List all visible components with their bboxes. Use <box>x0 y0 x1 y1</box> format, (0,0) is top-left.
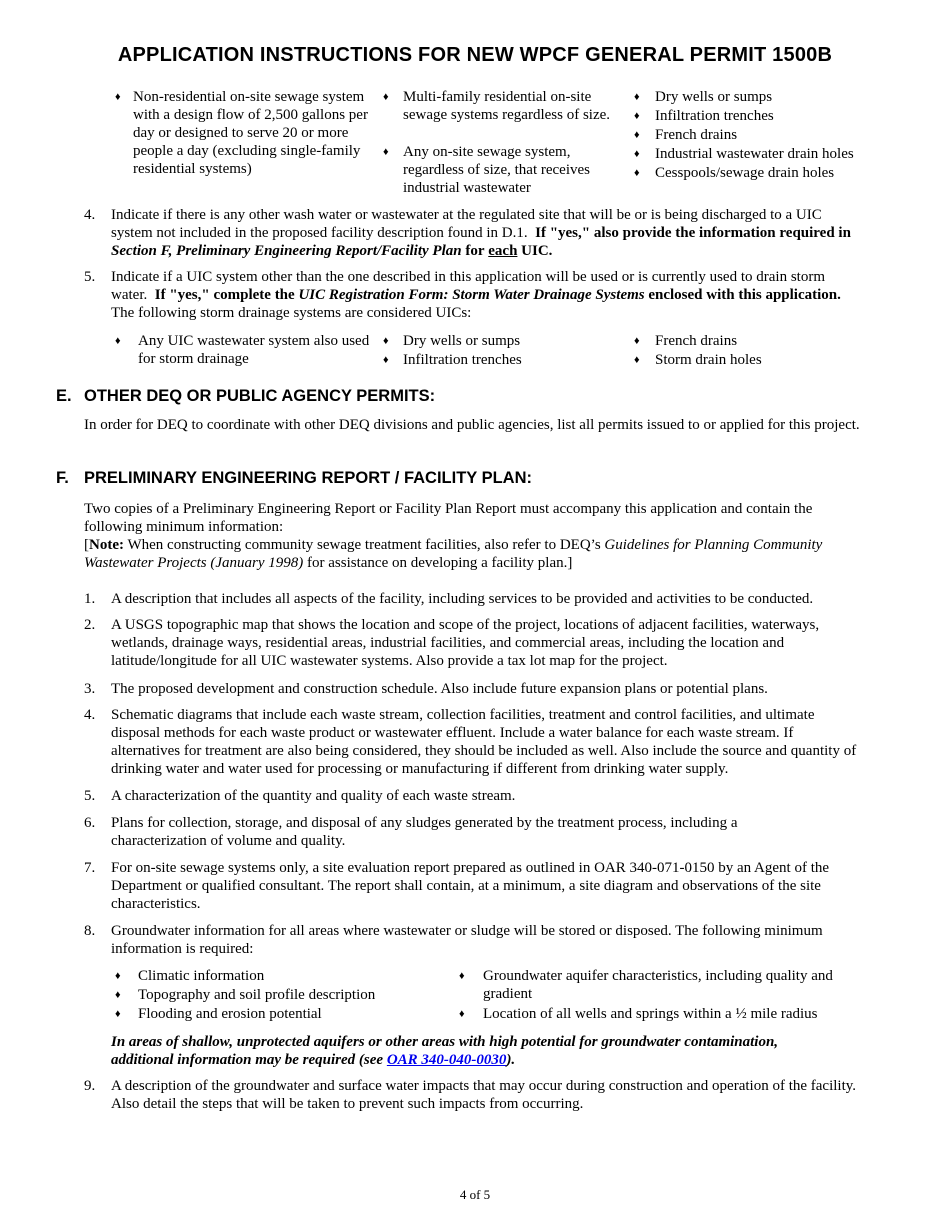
item-number: 8. <box>84 923 96 939</box>
diamond-bullet-icon: ♦ <box>115 1008 121 1020</box>
diamond-bullet-icon: ♦ <box>383 146 389 158</box>
list-item: Multi-family residential on-site sewage systems regardless of size. <box>403 89 611 123</box>
section-f-intro: Two copies of a Preliminary Engineering Report or Facility Plan Report must accompany this application and contain the following minimum information: <box>84 501 813 535</box>
diamond-bullet-icon: ♦ <box>634 335 640 347</box>
instruction-item-4: Indicate if there is any other wash water or wastewater at the regulated site that will be or is being discharged to a UIC system not included in the proposed facility description found in D.1. If "yes," also provide the information required in Section F, Preliminary Engineering Report/Facility Plan for each UIC. <box>111 207 851 259</box>
list-item: Non-residential on-site sewage system with a design flow of 2,500 gallons per day or designed to serve 20 or more people a day (excluding single-family residential systems) <box>133 89 368 177</box>
list-item: Storm drain holes <box>655 352 762 368</box>
diamond-bullet-icon: ♦ <box>115 989 121 1001</box>
list-item: Cesspools/sewage drain holes <box>655 165 835 181</box>
section-e-heading: E. OTHER DEQ OR PUBLIC AGENCY PERMITS: <box>56 387 436 405</box>
facility-plan-item-4: Schematic diagrams that include each waste stream, collection facilities, treatment and control facilities, and ultimate disposal methods for each waste product or wastewater effluent. Include a water balance for each waste stream. If alternatives for treatment are also being considered, they should be included as well. Also include the source and quantity of drinking water and water used for processing or manufacturing if different from drinking water supply. <box>111 707 857 777</box>
diamond-bullet-icon: ♦ <box>115 91 121 103</box>
list-item: Infiltration trenches <box>655 108 774 124</box>
diamond-bullet-icon: ♦ <box>634 110 640 122</box>
diamond-bullet-icon: ♦ <box>383 354 389 366</box>
item-number: 7. <box>84 860 96 876</box>
diamond-bullet-icon: ♦ <box>115 970 121 982</box>
section-f-note: [Note: When constructing community sewage treatment facilities, also refer to DEQ’s Guidelines for Planning Community Wastewater Projects (January 1998) for assistance on developing a facility plan.] <box>84 537 823 571</box>
diamond-bullet-icon: ♦ <box>383 335 389 347</box>
diamond-bullet-icon: ♦ <box>459 970 465 982</box>
list-item: Climatic information <box>138 968 265 984</box>
list-item: Any UIC wastewater system also used for storm drainage <box>138 333 370 367</box>
list-item: French drains <box>655 333 738 349</box>
item-number: 3. <box>84 681 96 697</box>
list-item: Groundwater aquifer characteristics, including quality and gradient <box>483 968 833 1002</box>
item-number: 1. <box>84 591 96 607</box>
page-number: 4 of 5 <box>459 1187 491 1202</box>
item-number: 4. <box>84 707 96 723</box>
diamond-bullet-icon: ♦ <box>634 91 640 103</box>
list-item: Topography and soil profile description <box>138 987 376 1003</box>
oar-link[interactable]: OAR 340-040-0030 <box>386 1052 507 1068</box>
list-item: Any on-site sewage system, regardless of size, that receives industrial wastewater <box>403 144 590 196</box>
section-e-body: In order for DEQ to coordinate with other DEQ divisions and public agencies, list all permits issued to or applied for this project. <box>84 417 860 433</box>
list-item: Infiltration trenches <box>403 352 522 368</box>
instruction-item-5: Indicate if a UIC system other than the one described in this application will be used or is currently used to drain storm water. If "yes," complete the UIC Registration Form: Storm Water Drainage Systems enclosed with this application. The following storm drainage systems are considered UICs: <box>111 269 841 321</box>
list-item: Dry wells or sumps <box>655 89 773 105</box>
facility-plan-item-6: Plans for collection, storage, and disposal of any sludges generated by the treatment process, including a characterization of volume and quality. <box>111 815 738 849</box>
facility-plan-item-3: The proposed development and construction schedule. Also include future expansion plans or potential plans. <box>111 681 768 697</box>
diamond-bullet-icon: ♦ <box>634 148 640 160</box>
list-item: Flooding and erosion potential <box>138 1006 322 1022</box>
groundwater-note: In areas of shallow, unprotected aquifers or other areas with high potential for groundwater contamination, additional information may be required (see OAR 340-040-0030). <box>111 1034 779 1068</box>
facility-plan-item-5: A characterization of the quantity and quality of each waste stream. <box>111 788 516 804</box>
facility-plan-item-8: Groundwater information for all areas where wastewater or sludge will be stored or disposed. The following minimum information is required: <box>111 923 823 957</box>
facility-plan-item-1: A description that includes all aspects of the facility, including services to be provided and activities to be conducted. <box>111 591 814 607</box>
list-item: Location of all wells and springs within a ½ mile radius <box>483 1006 818 1022</box>
diamond-bullet-icon: ♦ <box>115 335 121 347</box>
item-number: 4. <box>84 207 96 223</box>
item-number: 2. <box>84 617 96 633</box>
list-item: French drains <box>655 127 738 143</box>
list-item: Dry wells or sumps <box>403 333 521 349</box>
item-number: 5. <box>84 788 96 804</box>
diamond-bullet-icon: ♦ <box>634 167 640 179</box>
facility-plan-item-9: A description of the groundwater and surface water impacts that may occur during construction and operation of the facility. Also detail the steps that will be taken to prevent such impacts from occurring. <box>111 1078 857 1112</box>
item-number: 6. <box>84 815 96 831</box>
diamond-bullet-icon: ♦ <box>383 91 389 103</box>
item-number: 5. <box>84 269 96 285</box>
diamond-bullet-icon: ♦ <box>459 1008 465 1020</box>
page-title: APPLICATION INSTRUCTIONS FOR NEW WPCF GENERAL PERMIT 1500B <box>117 44 833 66</box>
section-f-heading: F. PRELIMINARY ENGINEERING REPORT / FACILITY PLAN: <box>56 469 532 487</box>
diamond-bullet-icon: ♦ <box>634 129 640 141</box>
facility-plan-item-7: For on-site sewage systems only, a site evaluation report prepared as outlined in OAR 340-071-0150 by an Agent of the Department or qualified consultant. The report shall contain, at a minimum, a site diagram and observations of the site characteristics. <box>111 860 830 912</box>
list-item: Industrial wastewater drain holes <box>655 146 854 162</box>
item-number: 9. <box>84 1078 96 1094</box>
facility-plan-item-2: A USGS topographic map that shows the location and scope of the project, locations of adjacent facilities, waterways, wetlands, drainage ways, residential areas, industrial facilities, and commercial areas, including the location and latitude/longitude for all UIC wastewater systems. Also provide a tax lot map for the project. <box>111 617 820 669</box>
diamond-bullet-icon: ♦ <box>634 354 640 366</box>
